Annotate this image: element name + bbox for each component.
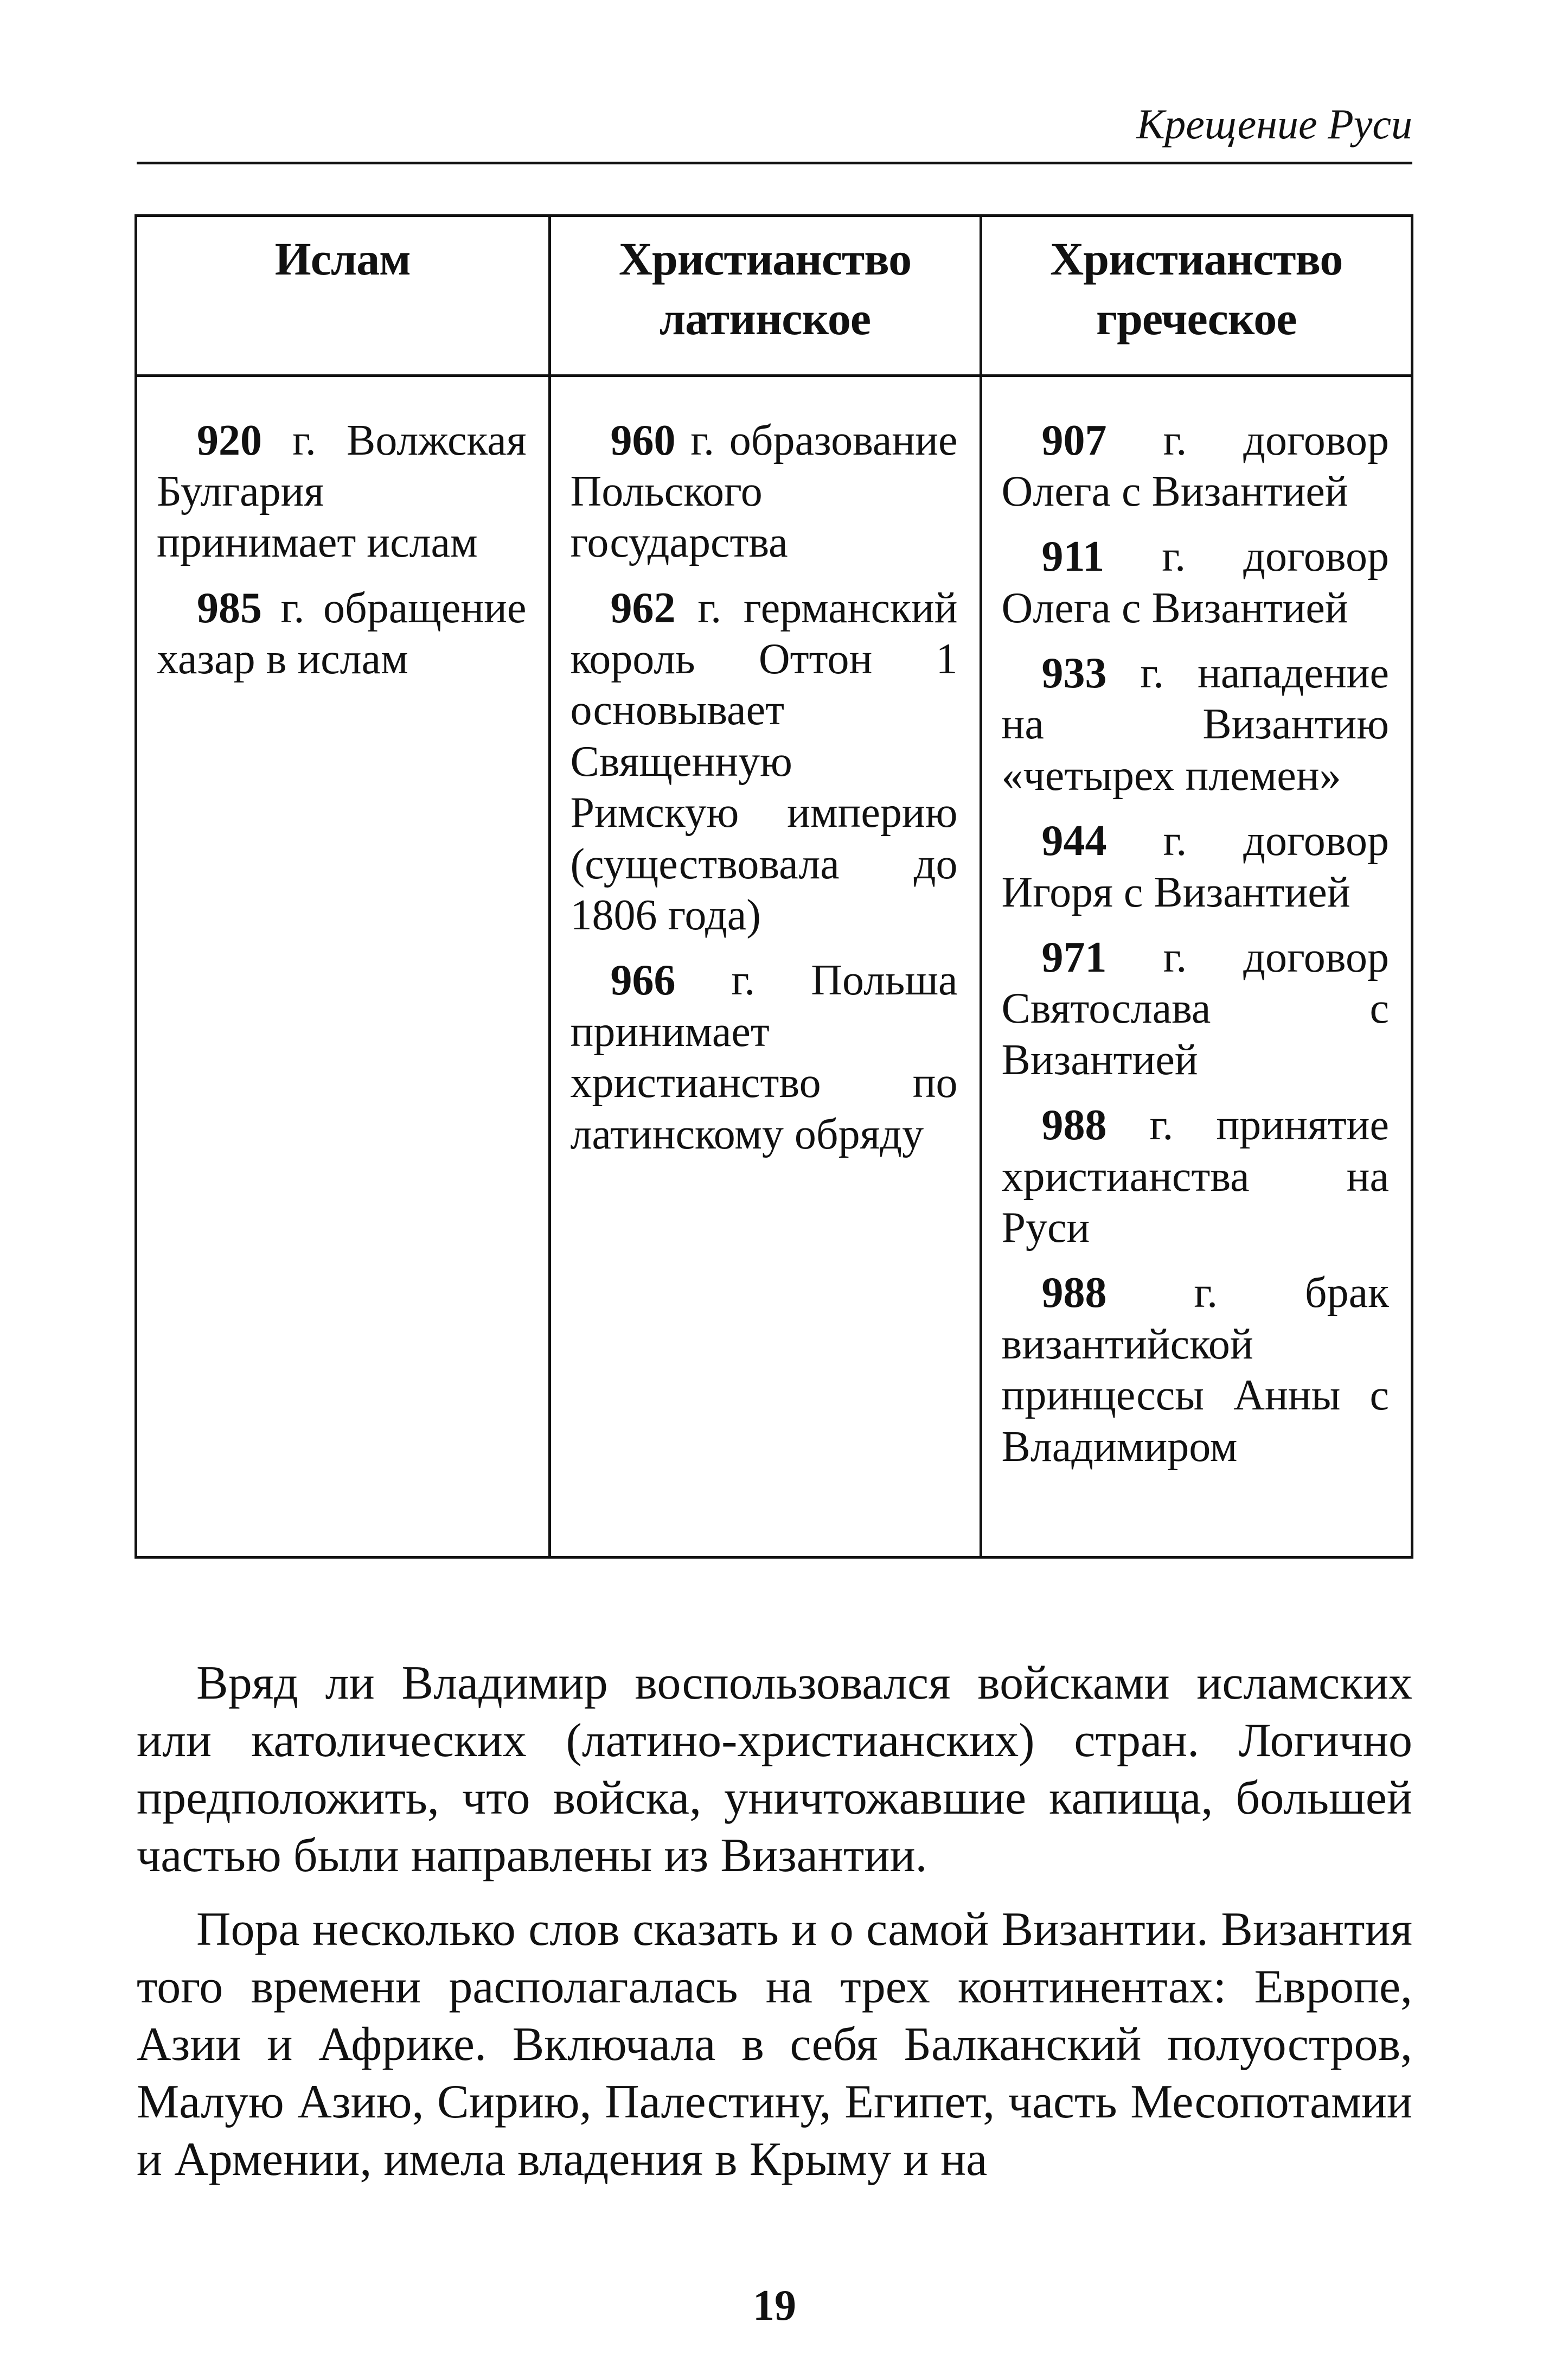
entry-text: г. договор Игоря с Византией xyxy=(1001,817,1389,916)
timeline-entry xyxy=(1002,415,1390,518)
entry-text: г. принятие христианства на Руси xyxy=(1001,1101,1389,1252)
entry-year: 920 xyxy=(197,416,262,464)
entry-year: 960 xyxy=(610,416,676,464)
paragraph: Вряд ли Владимир воспользовался войсками исламских или католических (латино-христианских) стран. Логично предположить, что войска, уничтожавшие капища, большей частью были направлены из Византии. xyxy=(137,1657,1412,1883)
entry-text: г. обращение хазар в ислам xyxy=(157,584,527,684)
chronology-table xyxy=(135,214,1413,1559)
page-number: 19 xyxy=(753,2282,796,2330)
timeline-entry xyxy=(1002,815,1390,918)
column-header-greek-christianity: Христианство греческое xyxy=(981,217,1411,375)
entry-year: 933 xyxy=(1041,649,1107,698)
entry-year: 907 xyxy=(1041,416,1107,464)
entry-text: г. договор Олега с Византией xyxy=(1001,533,1389,632)
entry-year: 944 xyxy=(1041,817,1107,865)
running-title: Крещение Руси xyxy=(1136,100,1412,148)
entry-text: г. брак византийской принцессы Анны с Владимиром xyxy=(1001,1269,1389,1471)
column-cell-greek-christianity xyxy=(981,375,1411,1556)
column-cell-islam xyxy=(137,375,549,1556)
entry-text: г. договор Олега с Византией xyxy=(1001,416,1389,515)
entry-text: г. Польша принимает христианство по латинскому обряду xyxy=(570,956,958,1158)
entry-year: 966 xyxy=(610,956,676,1005)
entry-year: 985 xyxy=(197,584,262,632)
timeline-entry xyxy=(1002,648,1390,801)
entry-year: 988 xyxy=(1041,1101,1107,1150)
header-rule xyxy=(137,162,1412,164)
timeline-entry xyxy=(1002,932,1390,1086)
entry-text: г. германский король Оттон 1 основывает Священную Римскую империю (существовала до 1806 года) xyxy=(570,584,958,940)
timeline-entry xyxy=(1002,1267,1390,1472)
timeline-entry xyxy=(157,583,527,685)
entry-text: г. Волжская Булгария принимает ислам xyxy=(157,416,527,567)
entry-text: г. нападение на Византию «четырех племен» xyxy=(1001,649,1389,800)
timeline-entry xyxy=(157,415,527,569)
timeline-entry xyxy=(1002,1100,1390,1253)
entry-year: 911 xyxy=(1041,533,1105,581)
timeline-entry xyxy=(571,955,958,1160)
column-header-latin-christianity: Христианство латинское xyxy=(549,217,981,375)
body-text xyxy=(137,1655,1412,2205)
column-header-islam: Ислам xyxy=(137,217,549,375)
table-header-row xyxy=(137,217,1411,375)
entry-text: г. образование Польского государства xyxy=(570,416,958,567)
entry-year: 971 xyxy=(1041,934,1107,982)
paragraph: Пора несколько слов сказать и о самой Византии. Византия того времени располагалась на трех континентах: Европе, Азии и Африке. Включала в себя Балканский полуостров, Малую Азию, Сирию, Палестину, Египет, часть Месопотамии и Армении, имела владения в Крыму и на xyxy=(137,1903,1412,2186)
timeline-entry xyxy=(571,583,958,941)
timeline-entry xyxy=(1002,531,1390,634)
timeline-entry xyxy=(571,415,958,569)
entry-year: 988 xyxy=(1041,1269,1107,1317)
column-cell-latin-christianity xyxy=(549,375,981,1556)
entry-year: 962 xyxy=(610,584,676,632)
entry-text: г. договор Святослава с Византией xyxy=(1001,934,1389,1084)
table-body-row xyxy=(137,375,1411,1556)
